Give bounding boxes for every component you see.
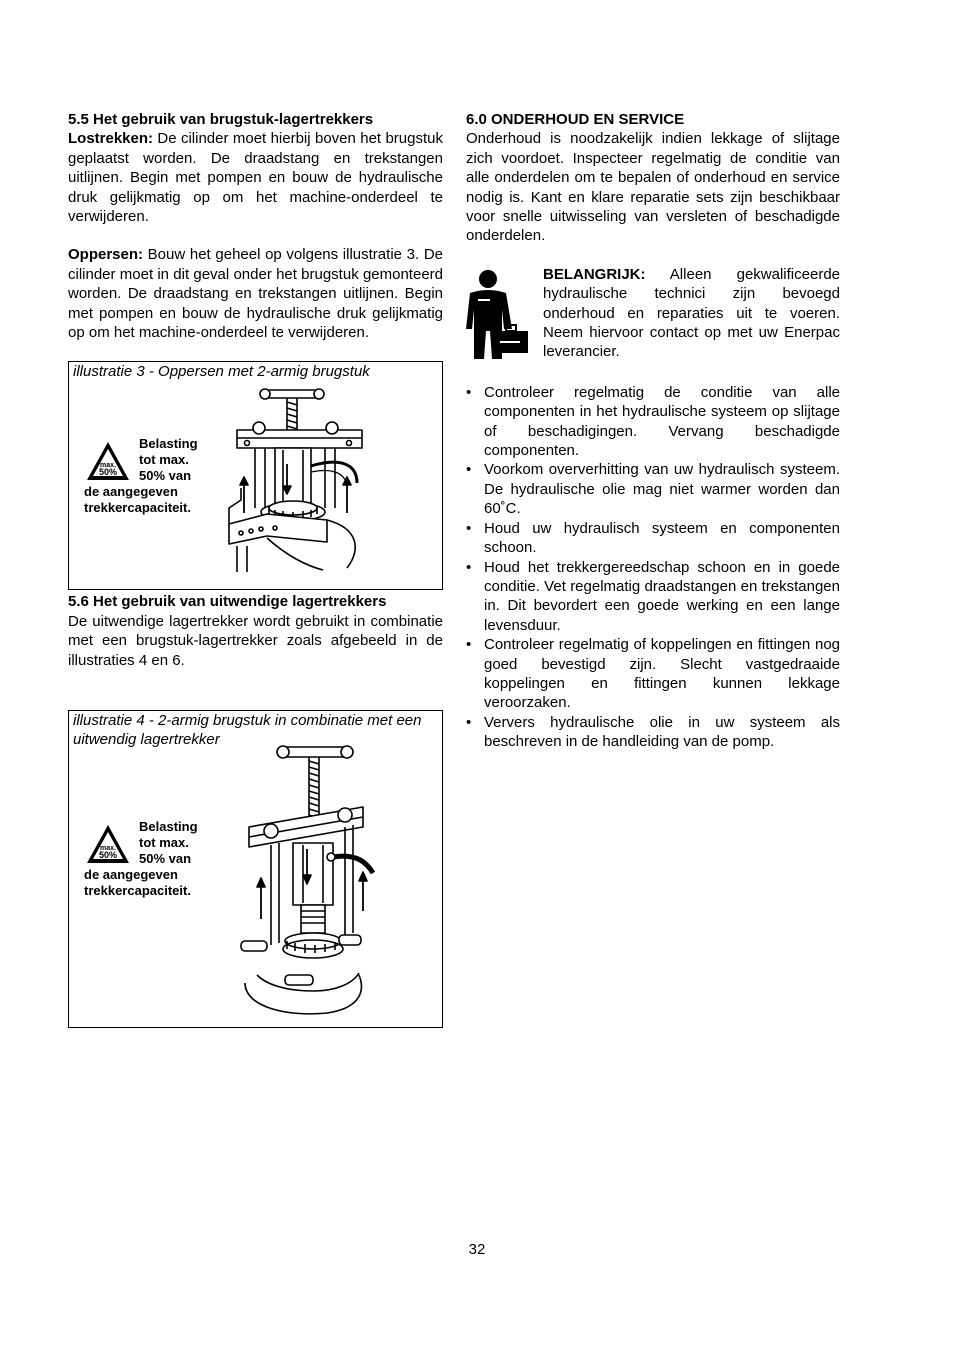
important-body: Alleen gekwalificeerde hydraulische technici zijn bevoegd onderhoud en reparaties uit te voeren. Neem hiervoor contact op met uw Enerpac leverancier. — [543, 265, 840, 361]
warning-line-1: Belasting — [139, 436, 198, 452]
warning-line-3: 50% van — [139, 851, 192, 867]
maintenance-list — [466, 383, 840, 752]
bullet-icon: • — [466, 461, 472, 479]
figure-3-caption: illustratie 3 - Oppersen met 2-armig brugstuk — [73, 363, 370, 381]
list-item-text: Controleer regelmatig of koppelingen en fittingen nog goed bevestigd zijn. Slecht vastgedraaide koppelingen en fittingen kunnen lekkage veroorzaken. — [484, 636, 840, 712]
lostrekken-text: De cilinder moet hierbij boven het brugstuk geplaatst worden. De draadstang en trekstangen uitlijnen. Begin met pompen en bouw de hydraulische druk gelijkmatig op om het machine-onderdeel te verwijderen. — [68, 130, 443, 226]
list-item-text: Voorkom oververhitting van uw hydraulisch systeem. De hydraulische olie mag niet warmer worden dan 60˚C. — [484, 461, 840, 518]
list-item-text: Ververs hydraulische olie in uw systeem als beschreven in de handleiding van de pomp. — [484, 713, 840, 751]
page-number: 32 — [468, 1241, 486, 1258]
technician-icon — [466, 269, 530, 361]
section-6-0-title: 6.0 ONDERHOUD EN SERVICE — [466, 111, 685, 128]
warning-triangle-icon — [85, 440, 131, 482]
figure-3-illustration — [227, 388, 407, 573]
warning-text-top — [139, 819, 198, 867]
warning-sign-percent: 50% — [98, 467, 118, 478]
list-item-text: Houd het trekkergereedschap schoon en in goede conditie. Vet regelmatig draadstangen en trekstangen in. Dit bevordert een goede werking en een lange levensduur. — [484, 558, 840, 634]
warning-line-5: trekkercapaciteit. — [84, 883, 191, 899]
figure-3-box — [68, 361, 443, 590]
warning-text-top — [139, 436, 198, 484]
list-item-text: Controleer regelmatig de conditie van alle componenten in het hydraulische systeem op slijtage of beschadigingen. Vervang beschadigde componenten. — [484, 383, 840, 460]
bullet-icon: • — [466, 713, 472, 731]
important-notice — [466, 265, 840, 373]
bullet-icon: • — [466, 558, 472, 576]
warning-text-bottom — [84, 867, 191, 899]
warning-line-3: 50% van — [139, 468, 192, 484]
oppersen-label: Oppersen: — [68, 246, 144, 264]
oppersen-text: Bouw het geheel op volgens illustratie 3. De cilinder moet in dit geval onder het brugstuk gemonteerd worden. De draadstang en trekstangen uitlijnen. Begin met pompen en bouw de hydraulische druk gelijkmatig op om het machine-onderdeel te verwijderen. — [68, 246, 443, 342]
warning-triangle-icon — [85, 823, 131, 865]
section-6-0-paragraph: Onderhoud is noodzakelijk indien lekkage of slijtage zich voordoet. Inspecteer regelmatig de conditie van alle onderdelen om te bepalen of onderhoud en service nodig is. Kant en klare reparatie sets zijn beschikbaar voor snelle uitwisseling van versleten of beschadigde onderdelen. — [466, 130, 840, 245]
bullet-icon: • — [466, 383, 472, 401]
bullet-icon: • — [466, 636, 472, 654]
warning-line-2: tot max. — [139, 452, 189, 468]
warning-line-5: trekkercapaciteit. — [84, 500, 191, 516]
figure-4-illustration — [227, 745, 387, 1017]
bullet-icon: • — [466, 519, 472, 537]
lostrekken-paragraph — [68, 129, 443, 226]
warning-text-bottom — [84, 484, 191, 516]
list-item — [466, 519, 840, 558]
section-5-5-title: 5.5 Het gebruik van brugstuk-lagertrekkers — [68, 111, 374, 128]
list-item — [466, 713, 840, 752]
important-text — [543, 265, 840, 362]
lostrekken-label: Lostrekken: — [68, 130, 154, 148]
important-label: BELANGRIJK: — [543, 265, 646, 283]
list-item — [466, 383, 840, 461]
warning-sign-max: max. — [100, 462, 116, 470]
section-5-6-title: 5.6 Het gebruik van uitwendige lagertrekkers — [68, 593, 387, 611]
list-item — [466, 558, 840, 636]
warning-sign-max: max. — [100, 845, 116, 853]
warning-line-4: de aangegeven — [84, 484, 178, 500]
figure-4-caption: illustratie 4 - 2-armig brugstuk in combinatie met een uitwendig lagertrekker — [73, 712, 422, 749]
list-item — [466, 460, 840, 518]
right-column — [466, 110, 840, 752]
left-column — [68, 110, 443, 1028]
list-item — [466, 635, 840, 713]
warning-sign-percent: 50% — [98, 850, 118, 861]
oppersen-paragraph — [68, 245, 443, 342]
list-item-text: Houd uw hydraulisch systeem en componenten schoon. — [484, 519, 840, 557]
warning-line-1: Belasting — [139, 819, 198, 835]
warning-line-4: de aangegeven — [84, 867, 178, 883]
figure-4-box — [68, 710, 443, 1028]
section-5-6-paragraph: De uitwendige lagertrekker wordt gebruikt in combinatie met een brugstuk-lagertrekker zoals afgebeeld in de illustraties 4 en 6. — [68, 612, 443, 669]
warning-line-2: tot max. — [139, 835, 189, 851]
